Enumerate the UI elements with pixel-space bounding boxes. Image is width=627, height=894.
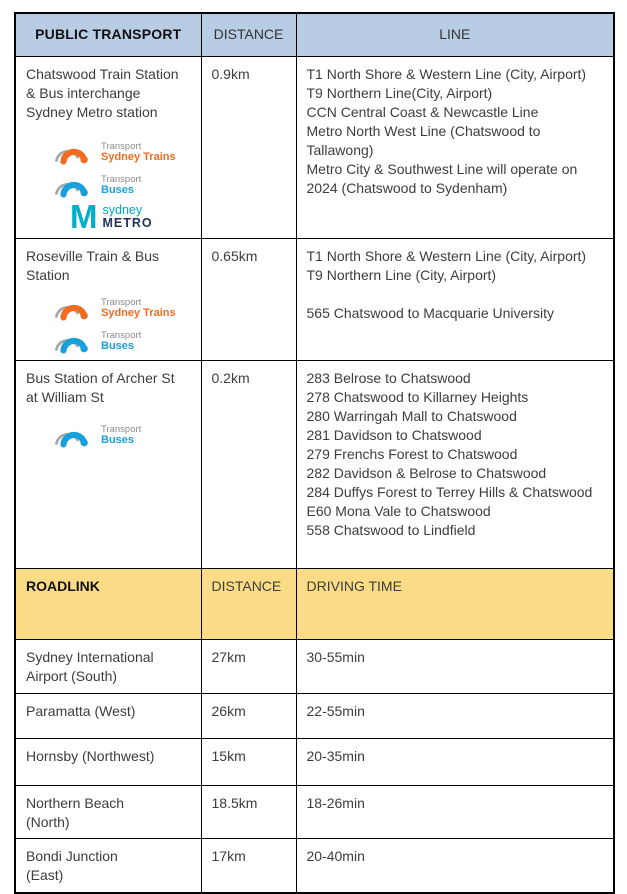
- transport-roadlink-table: [14, 12, 615, 894]
- line-item: [307, 285, 602, 304]
- destination-name-line: Airport (South): [26, 667, 118, 684]
- destination-name-line: Bondi Junction: [26, 847, 118, 864]
- line-item: E60 Mona Vale to Chatswood: [306, 502, 491, 519]
- transport-row-chatswood: [15, 56, 614, 238]
- destination-name-line: Sydney International: [26, 648, 154, 665]
- sydney-metro-logo: [70, 197, 189, 235]
- trains-brand-label: Transport: [101, 296, 142, 308]
- destination-cell-northern-beach: [15, 785, 201, 838]
- buses-swoosh-icon: [52, 418, 96, 448]
- line-item: 280 Warringah Mall to Chatswood: [306, 407, 517, 424]
- station-cell-chatswood: [15, 56, 201, 238]
- line-item: T9 Northern Line(City, Airport): [306, 84, 493, 101]
- destination-name: [26, 794, 189, 832]
- roadlink-row-northern-beach: [15, 785, 614, 838]
- transport-row-roseville: [15, 238, 614, 360]
- trains-logo-text: [101, 293, 176, 319]
- header-roadlink: ROADLINK: [15, 568, 201, 639]
- roadlink-header-row: [15, 568, 614, 639]
- buses-name-label: Buses: [101, 433, 135, 446]
- station-cell-archer-st: [15, 360, 201, 568]
- line-list: [307, 247, 602, 323]
- distance-cell-airport: 27km: [201, 639, 296, 693]
- trains-name-label: Sydney Trains: [101, 150, 176, 163]
- buses-name-label: Buses: [101, 183, 135, 196]
- logo-stack: [52, 418, 189, 448]
- header-line: LINE: [296, 13, 614, 56]
- line-item: T9 Northern Line (City, Airport): [306, 266, 497, 283]
- destination-name-line: Northern Beach: [26, 794, 125, 811]
- buses-brand-label: Transport: [101, 173, 142, 185]
- buses-logo: [52, 324, 189, 354]
- line-item: 281 Davidson to Chatswood: [306, 426, 482, 443]
- line-list: [307, 65, 602, 198]
- roadlink-row-airport: [15, 639, 614, 693]
- buses-logo-text: [101, 420, 141, 446]
- buses-logo-text: [101, 326, 141, 352]
- driving-time-cell-hornsby: 20-35min: [296, 738, 614, 785]
- distance-cell-northern-beach: 18.5km: [201, 785, 296, 838]
- distance-cell-bondi-junction: 17km: [201, 838, 296, 893]
- roadlink-row-bondi-junction: [15, 838, 614, 893]
- station-cell-roseville: [15, 238, 201, 360]
- transport-row-archer-st: [15, 360, 614, 568]
- line-cell-archer-st: [296, 360, 614, 568]
- distance-cell-archer-st: 0.2km: [201, 360, 296, 568]
- trains-swoosh-icon: [52, 291, 96, 321]
- distance-cell-roseville: 0.65km: [201, 238, 296, 360]
- trains-swoosh-icon: [52, 135, 96, 165]
- buses-brand-label: Transport: [101, 329, 142, 341]
- line-cell-chatswood: [296, 56, 614, 238]
- line-item: CCN Central Coast & Newcastle Line: [306, 103, 539, 120]
- line-item: 565 Chatswood to Macquarie University: [306, 304, 554, 321]
- driving-time-cell-northern-beach: 18-26min: [296, 785, 614, 838]
- station-name-line: & Bus interchange: [26, 84, 141, 101]
- destination-cell-airport: [15, 639, 201, 693]
- driving-time-cell-airport: 30-55min: [296, 639, 614, 693]
- line-item: 284 Duffys Forest to Terrey Hills & Chatswood: [306, 483, 593, 500]
- sydney-trains-logo: [52, 135, 189, 165]
- line-item: 558 Chatswood to Lindfield: [306, 521, 476, 538]
- line-item: 278 Chatswood to Killarney Heights: [306, 388, 529, 405]
- station-name-line: Sydney Metro station: [26, 103, 158, 120]
- line-item: T1 North Shore & Western Line (City, Airport): [306, 65, 587, 82]
- line-cell-roseville: [296, 238, 614, 360]
- buses-logo: [52, 418, 189, 448]
- roadlink-row-paramatta: [15, 693, 614, 738]
- buses-logo: [52, 168, 189, 198]
- header-roadlink-distance: DISTANCE: [201, 568, 296, 639]
- station-name: [26, 369, 189, 407]
- line-item: Metro City & Southwest Line will operate on 2024 (Chatswood to Sydenham): [306, 160, 578, 196]
- destination-name-line: (East): [26, 866, 64, 883]
- buses-name-label: Buses: [101, 339, 135, 352]
- buses-swoosh-icon: [52, 324, 96, 354]
- buses-brand-label: Transport: [101, 423, 142, 435]
- public-transport-header-row: [15, 13, 614, 56]
- destination-name: [26, 847, 189, 885]
- driving-time-cell-paramatta: 22-55min: [296, 693, 614, 738]
- station-name: [26, 65, 189, 122]
- sydney-trains-logo: [52, 291, 189, 321]
- metro-m-icon: M: [70, 197, 97, 235]
- header-driving-time: DRIVING TIME: [296, 568, 614, 639]
- line-list: [307, 369, 602, 540]
- station-name-line: Chatswood Train Station: [26, 65, 179, 82]
- destination-name: [26, 702, 189, 721]
- logo-stack: [52, 291, 189, 354]
- station-name-line: Bus Station of Archer St: [26, 369, 175, 386]
- distance-cell-paramatta: 26km: [201, 693, 296, 738]
- metro-logo-text: [103, 204, 153, 230]
- buses-swoosh-icon: [52, 168, 96, 198]
- destination-name: [26, 648, 189, 686]
- trains-name-label: Sydney Trains: [101, 306, 176, 319]
- driving-time-cell-bondi-junction: 20-40min: [296, 838, 614, 893]
- station-name-line: Station: [26, 266, 70, 283]
- destination-name: [26, 747, 189, 766]
- line-item: 279 Frenchs Forest to Chatswood: [306, 445, 518, 462]
- line-item: Metro North West Line (Chatswood to Tallawong): [306, 122, 541, 158]
- destination-name-line: (North): [26, 813, 70, 830]
- destination-name-line: Hornsby (Northwest): [26, 747, 155, 764]
- buses-logo-text: [101, 170, 141, 196]
- destination-cell-bondi-junction: [15, 838, 201, 893]
- trains-brand-label: Transport: [101, 140, 142, 152]
- distance-cell-chatswood: 0.9km: [201, 56, 296, 238]
- station-name-line: at William St: [26, 388, 104, 405]
- destination-name-line: Paramatta (West): [26, 702, 136, 719]
- station-name-line: Roseville Train & Bus: [26, 247, 160, 264]
- trains-logo-text: [101, 137, 176, 163]
- header-distance: DISTANCE: [201, 13, 296, 56]
- line-item: T1 North Shore & Western Line (City, Airport): [306, 247, 587, 264]
- roadlink-row-hornsby: [15, 738, 614, 785]
- destination-cell-paramatta: [15, 693, 201, 738]
- destination-cell-hornsby: [15, 738, 201, 785]
- metro-sydney-label: sydney: [102, 202, 143, 217]
- line-item: 283 Belrose to Chatswood: [306, 369, 471, 386]
- distance-cell-hornsby: 15km: [201, 738, 296, 785]
- logo-stack: [52, 135, 189, 235]
- station-name: [26, 247, 189, 285]
- header-public-transport: PUBLIC TRANSPORT: [15, 13, 201, 56]
- metro-metro-label: METRO: [102, 215, 153, 230]
- line-item: 282 Davidson & Belrose to Chatswood: [306, 464, 547, 481]
